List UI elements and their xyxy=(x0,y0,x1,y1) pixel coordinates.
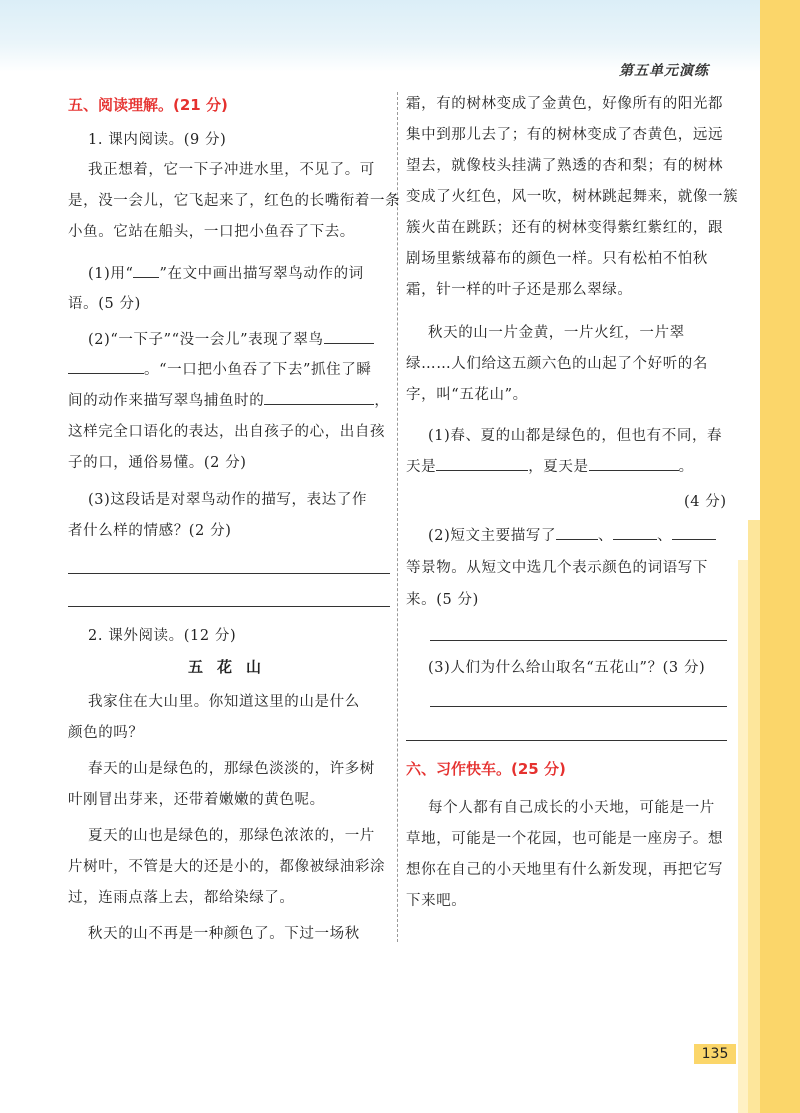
question-text: 天是 xyxy=(406,459,437,475)
question-2 xyxy=(88,328,374,349)
question-text: 、 xyxy=(598,528,614,544)
passage-line: 我正想着，它一下子冲进水里，不见了。可 xyxy=(88,162,375,178)
article-line: 片树叶，不管是大的还是小的，都像被绿油彩涂 xyxy=(68,859,386,875)
column-divider xyxy=(397,92,398,942)
question-text: (2)“一下子”“没一会儿”表现了翠鸟 xyxy=(88,332,324,348)
prompt-line: 每个人都有自己成长的小天地，可能是一片 xyxy=(428,800,715,816)
article-line: 夏天的山也是绿色的，那绿色浓浓的，一片 xyxy=(88,828,375,844)
page-number: 135 xyxy=(694,1044,736,1064)
unit-label: 第五单元演练 xyxy=(619,63,709,79)
decorative-stripe xyxy=(738,560,748,1113)
passage-line: 是，没一会儿，它飞起来了，红色的长嘴衔着一条 xyxy=(68,193,401,209)
answer-blank[interactable] xyxy=(324,329,374,344)
decorative-stripe xyxy=(748,520,760,1113)
question-2-line xyxy=(68,389,389,410)
question-text: 、 xyxy=(657,528,673,544)
prompt-line: 想你在自己的小天地里有什么新发现，再把它写 xyxy=(406,862,724,878)
section-5-title: 五、阅读理解。(21 分) xyxy=(68,96,228,114)
question-text: ，夏天是 xyxy=(528,459,589,475)
answer-line[interactable] xyxy=(430,640,727,641)
score-label: (4 分) xyxy=(684,494,727,510)
article-line: 霜，针一样的叶子还是那么翠绿。 xyxy=(406,282,633,298)
answer-line[interactable] xyxy=(430,706,727,707)
answer-blank[interactable] xyxy=(68,359,144,374)
question-text: ”在文中画出描写翠鸟动作的词 xyxy=(159,266,364,282)
question-text: 等景物。从短文中选几个表示颜色的词语写下 xyxy=(406,560,708,576)
prompt-line: 下来吧。 xyxy=(406,893,467,909)
question-2-line xyxy=(428,524,716,545)
answer-line[interactable] xyxy=(68,573,390,574)
question-text: (1)用“ xyxy=(88,266,134,282)
prompt-line: 草地，可能是一个花园，也可能是一座房子。想 xyxy=(406,831,724,847)
article-line: 春天的山是绿色的，那绿色淡淡的，许多树 xyxy=(88,761,375,777)
article-line: 叶刚冒出芽来，还带着嫩嫩的黄色呢。 xyxy=(68,792,325,808)
answer-blank[interactable] xyxy=(264,390,374,405)
passage-line: 小鱼。它站在船头，一口把小鱼吞了下去。 xyxy=(68,224,355,240)
part-2-title: 2. 课外阅读。(12 分) xyxy=(88,628,237,644)
article-line: 秋天的山一片金黄，一片火红，一片翠 xyxy=(428,325,685,341)
article-line: 霜，有的树林变成了金黄色，好像所有的阳光都 xyxy=(406,96,724,112)
answer-blank[interactable] xyxy=(133,263,159,278)
answer-blank[interactable] xyxy=(556,525,598,540)
question-text: 。 xyxy=(678,459,694,475)
question-1 xyxy=(88,262,364,283)
question-text: 间的动作来描写翠鸟捕鱼时的 xyxy=(68,393,265,409)
question-text: 来。(5 分) xyxy=(406,592,479,608)
question-text: (2)短文主要描写了 xyxy=(428,528,557,544)
question-text: 这样完全口语化的表达，出自孩子的心，出自孩 xyxy=(68,424,386,440)
article-line: 我家住在大山里。你知道这里的山是什么 xyxy=(88,694,360,710)
article-line: 剧场里紫绒幕布的颜色一样。只有松柏不怕秋 xyxy=(406,251,708,267)
question-text: ， xyxy=(374,393,390,409)
article-line: 秋天的山不再是一种颜色了。下过一场秋 xyxy=(88,926,360,942)
question-text: 者什么样的情感？(2 分) xyxy=(68,523,232,539)
article-line: 集中到那儿去了；有的树林变成了杏黄色，远远 xyxy=(406,127,724,143)
answer-blank[interactable] xyxy=(589,456,679,471)
article-line: 字，叫“五花山”。 xyxy=(406,387,528,403)
part-1-title: 1. 课内阅读。(9 分) xyxy=(88,132,227,148)
article-title: 五花山 xyxy=(188,658,276,676)
question-text: (3)人们为什么给山取名“五花山”？(3 分) xyxy=(428,660,706,676)
question-text: (1)春、夏的山都是绿色的，但也有不同，春 xyxy=(428,428,723,444)
article-line: 绿……人们给这五颜六色的山起了个好听的名 xyxy=(406,356,708,372)
article-line: 变成了火红色，风一吹，树林跳起舞来，就像一簇 xyxy=(406,189,739,205)
answer-line[interactable] xyxy=(68,606,390,607)
question-text: 语。(5 分) xyxy=(68,296,141,312)
answer-line[interactable] xyxy=(406,740,727,741)
question-text: 。“一口把小鱼吞了下去”抓住了瞬 xyxy=(144,362,372,378)
answer-blank[interactable] xyxy=(613,525,657,540)
section-6-title: 六、习作快车。(25 分) xyxy=(406,760,566,778)
decorative-stripe xyxy=(760,0,800,1113)
article-line: 过，连雨点落上去，都给染绿了。 xyxy=(68,890,295,906)
question-text: (3)这段话是对翠鸟动作的描写，表达了作 xyxy=(88,492,368,508)
article-line: 颜色的吗？ xyxy=(68,725,144,741)
answer-blank[interactable] xyxy=(436,456,528,471)
question-2-line xyxy=(68,358,371,379)
article-line: 望去，就像枝头挂满了熟透的杏和梨；有的树林 xyxy=(406,158,724,174)
article-line: 簇火苗在跳跃；还有的树林变得紫红紫红的，跟 xyxy=(406,220,724,236)
question-1-line xyxy=(406,455,694,476)
answer-blank[interactable] xyxy=(672,525,716,540)
question-text: 子的口，通俗易懂。(2 分) xyxy=(68,455,247,471)
